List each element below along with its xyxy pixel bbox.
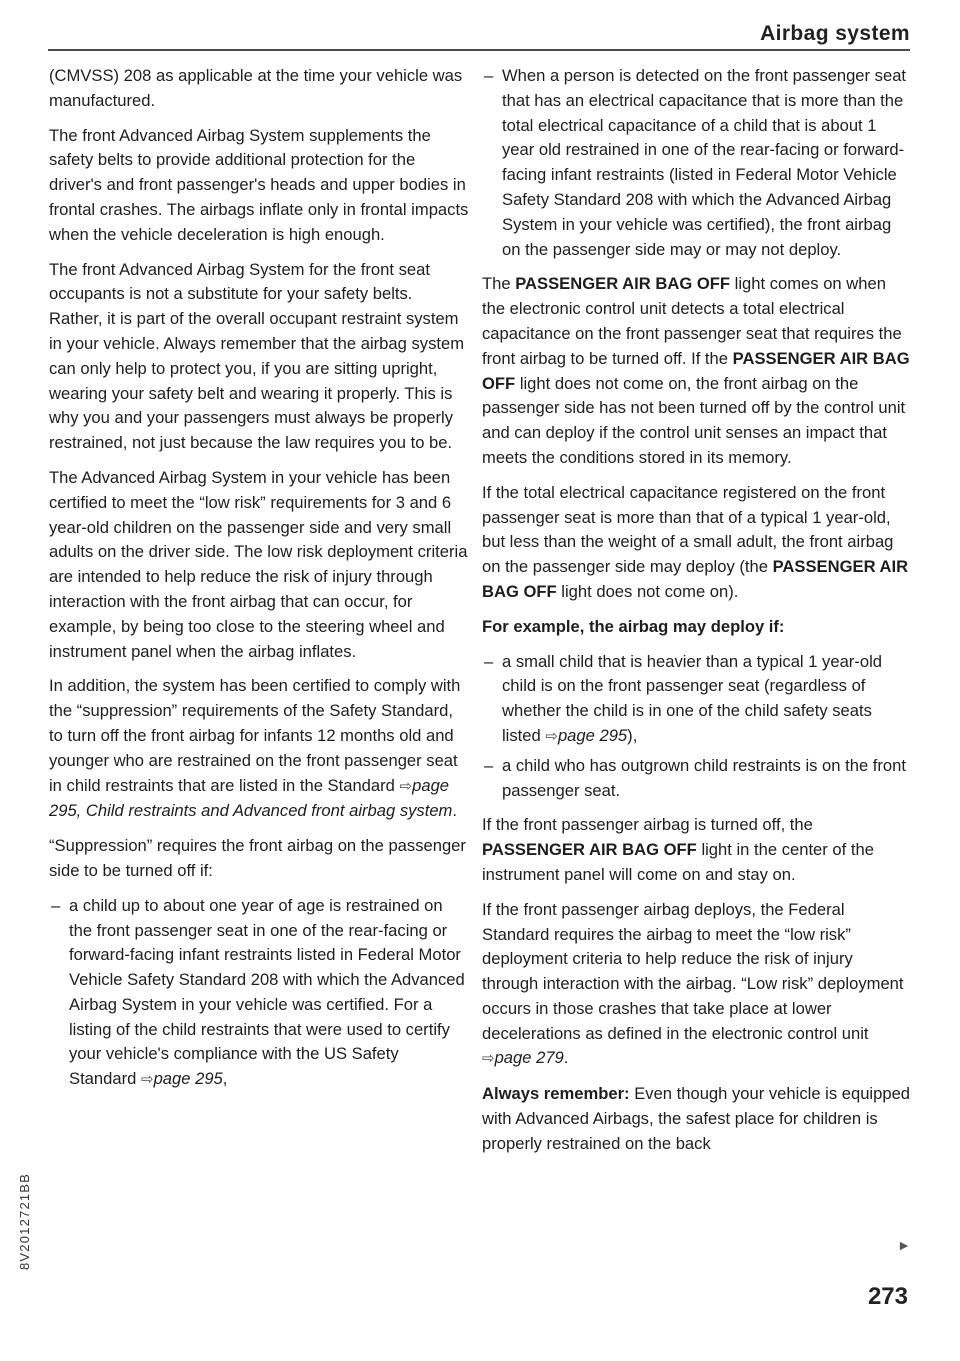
paragraph: “Suppression” requires the front airbag on the passenger side to be turned off if: [49, 836, 466, 880]
paragraph: The Advanced Airbag System in your vehicle has been certified to meet the “low risk” requirements for 3 and 6 year-old children on the passenger side and very small adults on the driver side. The low risk deployment criteria are intended to help reduce the risk of injury through interaction with the front airbag that can occur, for example, by being too close to the steering wheel and instrument panel when the airbag inflates. [49, 467, 468, 661]
list-item-text: When a person is detected on the front passenger seat that has an electrical capacitance that is more than the total electrical capacitance of a child that is about 1 year old restrained in one of the rear-facing or forward-facing infant restraints (listed in Federal Motor Vehicle Safety Standard 208 with which the Advanced Airbag System in your vehicle was certified), the front airbag on the passenger side may or may not deploy. [502, 66, 907, 259]
paragraph [49, 674, 469, 824]
section-title: Airbag system [760, 22, 910, 45]
paragraph-text: The [482, 274, 511, 294]
warning-light-label: PASSENGER AIR BAG OFF [515, 274, 731, 294]
punctuation: ), [627, 725, 638, 745]
paragraph [482, 481, 912, 605]
punctuation: . [563, 1048, 569, 1068]
paragraph-text: If the front passenger airbag is turned off, the [482, 815, 813, 835]
paragraph-text: In addition, the system has been certified to comply with the “suppression” requirements of the Safety Standard, to turn off the front airbag for infants 12 months old and younger who are restrained on the front passenger seat in child restraints that are listed in the Standard [49, 676, 461, 795]
paragraph: (CMVSS) 208 as applicable at the time your vehicle was manufactured. [49, 66, 463, 110]
list-item [482, 754, 912, 804]
paragraph: The front Advanced Airbag System supplements the safety belts to provide additional protection for the driver's and front passenger's heads and upper bodies in frontal crashes. The airbags inflate only in frontal impacts when the vehicle deceleration is high enough. [49, 125, 469, 244]
punctuation: . [452, 801, 458, 821]
header-rule [48, 49, 910, 51]
list-item [49, 894, 469, 1093]
paragraph-text: light in the center of the instrument panel will come on and stay on. [482, 840, 874, 884]
list-item-text: a child up to about one year of age is restrained on the front passenger seat in one of the rear-facing or forward-facing infant restraints listed in Federal Motor Vehicle Safety Standard 208 with which the Advanced Airbag System in your vehicle was certified. For a listing of the child restraints that were used to certify your vehicle's compliance with the US Safety Standard [69, 895, 465, 1089]
paragraph [482, 898, 912, 1073]
page-reference-arrow-icon: ⇨ [545, 727, 558, 745]
emphasis-label: Always remember: [482, 1084, 630, 1104]
left-column [49, 64, 469, 1097]
paragraph: The front Advanced Airbag System for the front seat occupants is not a substitute for your safety belts. Rather, it is part of the overall occupant restraint system in your vehicle. Always remember that the airbag system can only help to protect you, if you are sitting upright, wearing your safety belt and wearing it properly. This is why you and your passengers must always be properly restrained, not just because the law requires you to be. [49, 259, 465, 453]
page-reference-link[interactable]: page 295, Child restraints and Advanced front airbag system [49, 775, 453, 821]
page-reference-arrow-icon: ⇨ [140, 1071, 154, 1089]
subheading: For example, the airbag may deploy if: [482, 616, 785, 636]
document-code: 8V2012721BB [17, 1172, 32, 1270]
paragraph-text: light does not come on). [561, 581, 739, 601]
punctuation: , [222, 1069, 228, 1089]
continue-arrow-icon: ► [897, 1237, 911, 1253]
paragraph-text: light comes on when the electronic control unit detects a total electrical capacitance on the front passenger seat that requires the front airbag to be turned off. If the [482, 274, 902, 368]
page-reference-link[interactable]: page 295 [153, 1069, 223, 1089]
warning-light-label: PASSENGER AIR BAG OFF [482, 348, 910, 393]
page-reference-link[interactable]: page 295 [557, 725, 628, 745]
warning-light-label: PASSENGER AIR BAG OFF [482, 557, 909, 601]
paragraph [482, 1082, 912, 1156]
list-item-text: a small child that is heavier than a typical 1 year-old child is on the front passenger seat (regardless of whether the child is in one of the child safety seats listed [502, 651, 883, 745]
warning-light-label: PASSENGER AIR BAG OFF [482, 840, 697, 860]
paragraph-text: If the front passenger airbag deploys, the Federal Standard requires the airbag to meet the “low risk” deployment criteria to help reduce the risk of injury through interaction with the airbag. “Low risk” deployment occurs in those crashes that take place at lower decelerations as defined in the electronic control unit [482, 899, 904, 1043]
list-item [482, 64, 912, 262]
paragraph [482, 272, 912, 470]
paragraph-text: light does not come on, the front airbag on the passenger side has not been turned off by the control unit and can deploy if the control unit senses an impact that meets the conditions stored in its memory. [482, 373, 906, 467]
page-reference-link[interactable]: page 279 [494, 1048, 564, 1068]
page-number: 273 [867, 1283, 908, 1310]
list-item-text: a child who has outgrown child restraints is on the front passenger seat. [502, 755, 906, 800]
page-reference-arrow-icon: ⇨ [399, 777, 413, 795]
paragraph-text: If the total electrical capacitance registered on the front passenger seat is more than that of a typical 1 year-old, but less than the weight of a small adult, the front airbag on the passenger side may deploy (the [482, 482, 894, 577]
paragraph-text: Even though your vehicle is equipped with Advanced Airbags, the safest place for children is properly restrained on the back [482, 1084, 911, 1153]
paragraph [482, 813, 912, 887]
right-column [482, 64, 912, 1167]
list-item [482, 650, 912, 750]
page-reference-arrow-icon: ⇨ [482, 1050, 495, 1068]
